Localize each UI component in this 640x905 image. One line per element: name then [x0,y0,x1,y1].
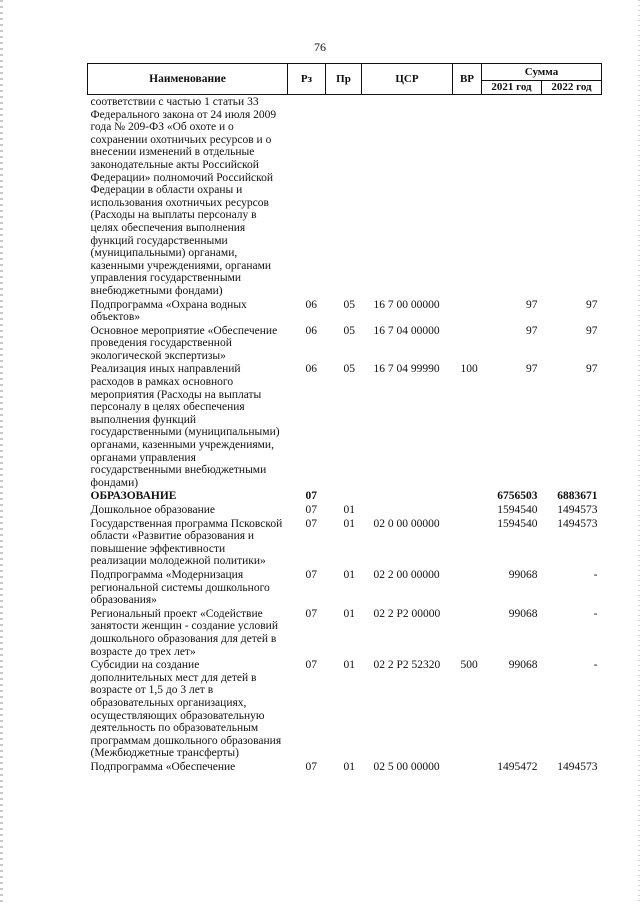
cell-rz [288,95,326,299]
header-csr: ЦСР [362,64,453,95]
table-row [88,95,602,299]
cell-sum-2022 [542,95,602,299]
cell-rz: 06 [305,363,317,376]
budget-table [87,63,602,774]
table-row [88,363,602,490]
cell-sum-2022: - [593,659,598,672]
cell-rz: 06 [305,298,317,311]
cell-sum-2022: 97 [586,363,598,376]
cell-vr [453,490,482,504]
cell-sum-2021: 99068 [508,607,538,620]
cell-vr [453,325,482,364]
cell-sum-2021: 99068 [508,659,538,672]
cell-pr: 05 [343,324,355,337]
cell-sum-2022: 1494573 [557,760,598,773]
cell-name: Субсидии на создание дополнительных мест для детей в возрасте от 1,5 до 3 лет в образовательных организациях, осуществляющих образовательную деятельность по образовательным программам дошкольного образования (Межбюджетные трансферты) [90,659,282,760]
cell-vr [453,518,482,569]
cell-sum-2022: 97 [586,324,598,337]
cell-csr: 16 7 04 99990 [373,363,440,376]
cell-name: Реализация иных направлений расходов в рамках основного мероприятия (Расходы на выплаты персоналу в целях обеспечения выполнения функций государственными (муниципальными) органами, казенными учреждениями, органами управления государственными внебюджетными фондами) [90,363,280,489]
cell-sum-2021: 97 [526,324,538,337]
cell-sum-2021: 1495472 [497,760,538,773]
cell-csr [362,95,453,299]
table-row [88,569,602,608]
cell-name: Подпрограмма «Обеспечение [90,760,236,773]
cell-rz: 07 [305,504,317,516]
cell-rz: 07 [305,568,317,581]
table-row [88,518,602,569]
cell-sum-2021: 97 [526,363,538,376]
cell-csr [362,490,453,504]
table-row [88,608,602,659]
table-body [88,95,602,775]
table-row [88,761,602,775]
header-vr: ВР [453,64,482,95]
cell-sum-2021: 6756503 [497,490,538,503]
cell-csr: 02 2 00 00000 [373,568,440,581]
cell-pr: 01 [343,517,355,530]
cell-name: соответствии с частью 1 статьи 33 Федерального закона от 24 июля 2009 года № 209-ФЗ «Об охоте и о сохранении охотничьих ресурсов и о внесении изменений в отдельные законодательные акты Российской Федерации» полномочий Российской Федерации в области охраны и использования охотничьих ресурсов (Расходы на выплаты персоналу в целях обеспечения выполнения функций государственными (муниципальными) органами, казенными учреждениями, органами управления государственными внебюджетными фондами) [90,96,277,297]
cell-pr: 01 [343,504,355,516]
table-row [88,299,602,325]
cell-pr [326,490,362,504]
header-2022: 2022 год [542,81,602,95]
cell-pr [326,95,362,299]
cell-pr: 01 [343,607,355,620]
cell-sum-2021: 1594540 [497,517,538,530]
cell-vr: 500 [460,659,478,672]
cell-name: Дошкольное образование [90,504,216,516]
cell-csr: 02 2 P2 00000 [373,607,441,620]
cell-sum-2022: 6883671 [557,490,598,503]
cell-sum-2022: 97 [586,298,598,311]
cell-pr: 01 [343,760,355,773]
cell-vr: 100 [460,363,478,376]
cell-pr: 05 [343,363,355,376]
cell-pr: 05 [343,298,355,311]
table-row [88,325,602,364]
cell-vr [453,95,482,299]
cell-sum-2022: - [593,607,598,620]
budget-table-container [87,63,601,774]
cell-sum-2021: 99068 [508,568,538,581]
cell-sum-2021: 1594540 [497,504,538,516]
cell-sum-2022: 1494573 [557,504,598,516]
cell-rz: 07 [305,517,317,530]
cell-name: Подпрограмма «Модернизация региональной системы дошкольного образования» [90,568,270,607]
cell-rz: 07 [305,490,317,503]
table-row [88,659,602,761]
header-sum: Сумма [482,64,602,81]
cell-csr: 16 7 00 00000 [373,298,440,311]
cell-sum-2021: 97 [526,298,538,311]
cell-vr [453,504,482,518]
cell-rz: 07 [305,607,317,620]
cell-name: ОБРАЗОВАНИЕ [90,490,177,503]
cell-pr: 01 [343,568,355,581]
cell-vr [453,299,482,325]
cell-vr [453,569,482,608]
header-rz: Рз [288,64,326,95]
cell-csr: 02 2 P2 52320 [373,659,441,672]
cell-vr [453,761,482,775]
cell-csr: 16 7 04 00000 [373,324,440,337]
cell-sum-2021 [482,95,542,299]
header-2021: 2021 год [482,81,542,95]
table-header [88,64,602,95]
header-pr: Пр [326,64,362,95]
cell-name: Региональный проект «Содействие занятости женщин - создание условий дошкольного образования для детей в возрасте до трех лет» [90,607,278,658]
cell-name: Государственная программа Псковской области «Развитие образования и повышение эффективности реализации молодежной политики» [90,517,283,568]
scan-edge-left [0,0,3,905]
cell-rz: 07 [305,659,317,672]
cell-name: Подпрограмма «Охрана водных объектов» [90,298,247,324]
table-row [88,504,602,518]
cell-csr: 02 5 00 00000 [373,760,440,773]
cell-rz: 07 [305,760,317,773]
cell-rz: 06 [305,324,317,337]
cell-sum-2022: 1494573 [557,517,598,530]
cell-csr: 02 0 00 00000 [373,517,440,530]
cell-vr [453,608,482,659]
cell-sum-2022: - [593,568,598,581]
header-name: Наименование [88,64,288,95]
cell-name: Основное мероприятие «Обеспечение проведения государственной экологической экспертизы» [90,324,278,362]
cell-pr: 01 [343,659,355,672]
table-row-section [88,490,602,504]
cell-csr [362,504,453,518]
page-number: 76 [314,40,326,54]
